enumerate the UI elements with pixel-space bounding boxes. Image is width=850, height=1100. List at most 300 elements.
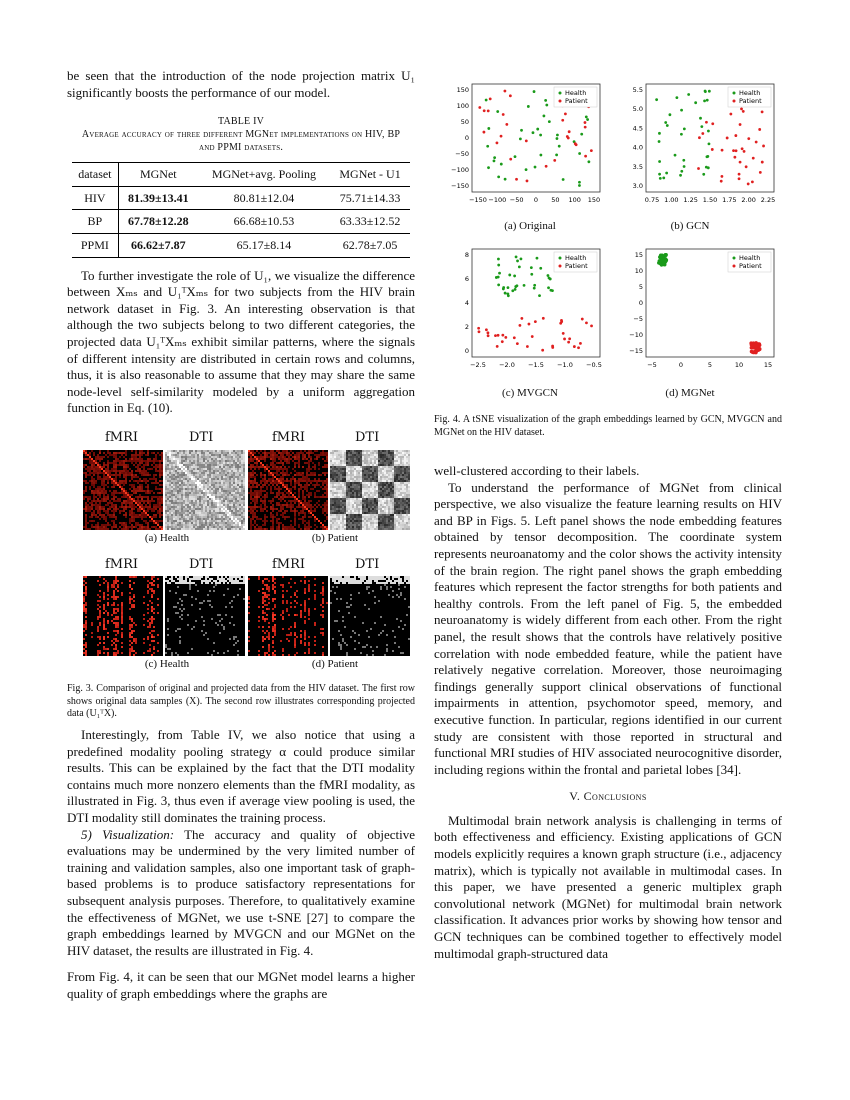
patient-point <box>579 342 582 345</box>
paragraph-clinical: To understand the performance of MGNet from clinical perspective, we also visualize the feature learning results on HIV and BP in Figs. 5. Left panel shows the node embedding features obtained by tensor decomposition. The coordinate system represents neuroanatomy and the color shows the activity intensity of the brain region. The right panel shows the graph embedding features which represent the factor strengths for both patients and healthy controls. From the left panel of Fig. 5, the embedded neuroanatomy is widely different from each other. From the right panel, the result shows that the controls have relatively positive correlation with node embedded feature, while the patient have relatively negative correlation. Moreover, those neuroimaging findings generally support clinical observations of functional impairments in attention, psychomotor speed, memory, and executive function. In particular, regions identified in our current study are consistent with those reported in structural and functional MRI studies of HIV associated neurocognitive disorder, including regions within the frontal and parietal lobes [34]. <box>434 479 782 777</box>
patient-point <box>504 336 507 339</box>
paragraph-fig4: From Fig. 4, it can be seen that our MGNet model learns a higher quality of graph embeddings where the graphs are <box>67 969 415 1001</box>
health-point <box>703 99 706 102</box>
x-tick-label: −1.0 <box>557 361 573 369</box>
health-point <box>578 184 581 187</box>
patient-point <box>483 109 486 112</box>
health-point <box>507 286 510 289</box>
y-tick-label: 6 <box>464 275 469 283</box>
patient-point <box>487 334 490 337</box>
patient-point <box>743 150 746 153</box>
patient-point <box>542 317 545 320</box>
health-point <box>708 143 711 146</box>
health-point <box>539 267 542 270</box>
health-point <box>487 127 490 130</box>
x-tick-label: 2.00 <box>741 196 756 204</box>
patient-point <box>751 180 754 183</box>
health-point <box>683 165 686 168</box>
health-point <box>578 181 581 184</box>
patient-point <box>735 149 738 152</box>
patient-point <box>567 341 570 344</box>
health-point <box>544 99 547 102</box>
patient-point <box>701 132 704 135</box>
table-number: TABLE IV <box>217 116 265 128</box>
health-point <box>660 254 664 258</box>
health-point <box>664 259 668 263</box>
heatmap-patient-fmri <box>248 450 328 530</box>
patient-point <box>729 113 732 116</box>
patient-point <box>761 161 764 164</box>
heatmap-label: DTI <box>189 557 214 572</box>
health-point <box>665 172 668 175</box>
y-tick-label: 0 <box>464 134 469 142</box>
legend-marker <box>559 92 562 95</box>
subcaption-mgnet: (d) MGNet <box>665 387 715 399</box>
table-cell: 67.78±12.28 <box>118 210 198 234</box>
paragraph-pooling: Interestingly, from Table IV, we also notice that using a predefined modality pooling strategy α could produce similar results. This can be explained by the fact that the DTI modality contains much more nonzero elements than the fMRI modality, as illustrated in Fig. 3, thus even if average view pooling is used, the DTI modality still dominates the training process. <box>67 727 415 825</box>
patient-point <box>534 320 537 323</box>
patient-point <box>573 345 576 348</box>
patient-point <box>577 346 580 349</box>
health-point <box>587 160 590 163</box>
health-point <box>523 284 526 287</box>
patient-point <box>501 340 504 343</box>
health-point <box>502 288 505 291</box>
patient-point <box>758 128 761 131</box>
patient-point <box>483 131 486 134</box>
health-point <box>486 145 489 148</box>
legend-label: Patient <box>739 97 762 105</box>
heatmap-label: fMRI <box>272 557 306 572</box>
legend-label: Health <box>565 254 587 262</box>
table-cell: 66.68±10.53 <box>198 210 330 234</box>
patient-point <box>526 345 529 348</box>
heatmap-label: DTI <box>355 430 380 445</box>
patient-point <box>545 165 548 168</box>
patient-point <box>541 349 544 352</box>
patient-point <box>762 145 765 148</box>
patient-point <box>574 142 577 145</box>
health-point <box>493 156 496 159</box>
heatmap-label: fMRI <box>105 430 139 445</box>
health-point <box>538 294 541 297</box>
health-point <box>668 113 671 116</box>
x-tick-label: 0 <box>678 361 684 369</box>
patient-point <box>553 159 556 162</box>
patient-point <box>562 332 565 335</box>
y-tick-label: 4 <box>464 299 469 307</box>
paragraph-visualization: 5) Visualization: The accuracy and quality of objective evaluations may be undermined by the very limited number of training and validation samples, also one important task of graph-based problems is to produce satisfactory representations for subsequent analysis purposes. Therefore, to qualitatively examine the effectiveness of MGNet, we use t-SNE [27] to compare the graph embeddings learned by MVGCN and our MGNet on the HIV dataset, the results are illustrated in Fig. 4. <box>67 826 416 958</box>
y-tick-label: 5.5 <box>632 86 643 94</box>
health-point <box>514 155 517 158</box>
table-cell: 63.33±12.52 <box>330 210 410 234</box>
y-tick-label: −100 <box>451 166 469 174</box>
health-point <box>585 116 588 119</box>
x-tick-label: 2.25 <box>760 196 776 204</box>
section-heading-conclusions: V. Conclusions <box>569 789 647 804</box>
figure-3 <box>67 430 415 720</box>
health-point <box>545 104 548 107</box>
x-tick-label: −5 <box>647 361 657 369</box>
patient-point <box>754 343 758 347</box>
patient-point <box>585 321 588 324</box>
patient-point <box>531 335 534 338</box>
patient-point <box>741 147 744 150</box>
health-point <box>547 274 550 277</box>
health-point <box>586 118 589 121</box>
x-tick-label: −2.5 <box>470 361 486 369</box>
y-tick-label: 0 <box>464 347 469 355</box>
health-point <box>530 266 533 269</box>
x-tick-label: −0.5 <box>586 361 602 369</box>
table-cell: 75.71±14.33 <box>330 186 410 210</box>
paragraph-u1: To further investigate the role of U₁, we visualize the difference between Xₘₛ and U₁ᵀXₘₛ for two subjects from the HIV brain network dataset in Fig. 3. An interesting observation is that although the two subjects belong to two different categories, the projected data U₁ᵀXₘₛ exhibit similar patterns, where the signals of different intensity are distributed in certain rows and columns, thus, it is also reasonable to assume that they may share the same node-level self-similarity modeled by a uniform aggregation function in Eq. (10). <box>67 267 415 416</box>
health-point <box>520 257 523 260</box>
x-tick-label: 15 <box>763 361 773 369</box>
patient-point <box>705 121 708 124</box>
health-point <box>682 159 685 162</box>
subcaption-c: (c) Health <box>144 658 190 670</box>
y-tick-label: −50 <box>455 150 469 158</box>
table-cell: 62.78±7.05 <box>330 233 410 257</box>
health-point <box>495 276 498 279</box>
paragraph-clustered: well-clustered according to their labels. <box>434 463 640 478</box>
patient-point <box>584 121 587 124</box>
health-point <box>666 124 669 127</box>
health-point <box>533 90 536 93</box>
patient-point <box>485 328 488 331</box>
heatmap-label: DTI <box>189 430 214 445</box>
health-point <box>655 98 658 101</box>
legend-label: Patient <box>739 262 762 270</box>
table-cell: 65.17±8.14 <box>198 233 330 257</box>
y-tick-label: 100 <box>456 102 469 110</box>
y-tick-label: 50 <box>460 118 469 126</box>
patient-point <box>756 348 760 352</box>
health-point <box>539 154 542 157</box>
subcaption-d: (d) Patient <box>311 658 359 670</box>
patient-point <box>509 158 512 161</box>
x-tick-label: 150 <box>587 196 601 204</box>
subcaption-b: (b) Patient <box>311 532 359 544</box>
health-point <box>547 286 550 289</box>
patient-point <box>502 113 505 116</box>
health-point <box>511 289 514 292</box>
subcaption-original: (a) Original <box>504 220 556 232</box>
heatmap-proj-patient-dti <box>330 576 410 656</box>
patient-point <box>738 177 741 180</box>
y-tick-label: 5.0 <box>632 105 643 114</box>
patient-point <box>758 343 762 347</box>
health-point <box>516 260 519 263</box>
table-cell: HIV <box>72 186 118 210</box>
x-tick-label: −1.5 <box>528 361 544 369</box>
patient-point <box>590 324 593 327</box>
subcaption-a: (a) Health <box>144 532 190 544</box>
health-point <box>514 285 517 288</box>
health-point <box>556 137 559 140</box>
tsne-mgnet-plot <box>612 245 782 385</box>
patient-point <box>745 165 748 168</box>
table-cell: 80.81±12.04 <box>198 186 330 210</box>
health-point <box>674 154 677 157</box>
intro-paragraph: be seen that the introduction of the node projection matrix U₁ significantly boosts the performance of our model. <box>67 68 415 100</box>
tsne-gcn-plot <box>612 80 782 220</box>
table-row <box>72 186 410 210</box>
health-point <box>555 153 558 156</box>
y-tick-label: 3.5 <box>632 162 643 171</box>
legend-marker <box>559 257 562 260</box>
y-tick-label: 4.0 <box>632 143 643 152</box>
health-point <box>580 133 583 136</box>
patient-point <box>584 126 587 129</box>
heatmap-proj-health-fmri <box>83 576 163 656</box>
left-column <box>67 68 415 417</box>
health-point <box>533 287 536 290</box>
y-tick-label: −15 <box>629 347 643 355</box>
patient-point <box>740 108 743 111</box>
health-point <box>708 90 711 93</box>
health-point <box>558 145 561 148</box>
legend-marker <box>733 92 736 95</box>
health-point <box>534 166 537 169</box>
patient-point <box>568 337 571 340</box>
x-tick-label: 50 <box>551 196 560 204</box>
x-tick-label: 1.75 <box>722 196 737 204</box>
heatmap-proj-health-dti <box>165 576 245 656</box>
x-tick-label: 5 <box>707 361 713 369</box>
health-point <box>550 289 553 292</box>
health-point <box>658 260 662 264</box>
heatmap-label: fMRI <box>105 557 139 572</box>
patient-point <box>501 334 504 337</box>
patient-point <box>726 137 729 140</box>
health-point <box>658 132 661 135</box>
health-point <box>662 262 666 266</box>
patient-point <box>519 324 522 327</box>
y-tick-label: −10 <box>629 331 643 339</box>
visualization-heading: 5) Visualization: <box>81 826 175 842</box>
patient-point <box>561 119 564 122</box>
patient-point <box>581 318 584 321</box>
patient-point <box>755 141 758 144</box>
health-point <box>578 152 581 155</box>
left-column-bottom <box>67 727 415 1003</box>
patient-point <box>526 180 529 183</box>
patient-point <box>697 167 700 170</box>
legend-marker <box>733 100 736 103</box>
legend-marker <box>733 265 736 268</box>
patient-point <box>750 350 754 354</box>
health-point <box>497 264 500 267</box>
health-point <box>532 131 535 134</box>
health-point <box>562 178 565 181</box>
patient-point <box>698 136 701 139</box>
health-point <box>694 101 697 104</box>
patient-point <box>513 336 516 339</box>
health-point <box>496 110 499 113</box>
health-point <box>664 121 667 124</box>
health-point <box>556 134 559 137</box>
legend-marker <box>559 100 562 103</box>
patient-point <box>496 141 499 144</box>
heatmap-patient-dti <box>330 450 410 530</box>
x-tick-label: 100 <box>568 196 581 204</box>
patient-point <box>752 157 755 160</box>
tsne-mvgcn-plot <box>438 245 608 385</box>
patient-point <box>551 345 554 348</box>
patient-point <box>721 149 724 152</box>
health-point <box>536 128 539 131</box>
patient-point <box>564 112 567 115</box>
y-tick-label: 5 <box>638 283 643 291</box>
patient-point <box>489 97 492 100</box>
patient-point <box>739 123 742 126</box>
table-cell: 81.39±13.41 <box>118 186 198 210</box>
patient-point <box>494 334 497 337</box>
health-point <box>662 176 665 179</box>
health-point <box>548 277 551 280</box>
health-point <box>675 96 678 99</box>
x-tick-label: 1.50 <box>702 196 718 204</box>
health-point <box>700 125 703 128</box>
patient-point <box>487 109 490 112</box>
legend-label: Health <box>739 89 761 97</box>
health-point <box>704 90 707 93</box>
health-point <box>485 99 488 102</box>
health-point <box>664 253 668 257</box>
patient-point <box>528 323 531 326</box>
right-column-text <box>434 463 782 962</box>
y-tick-label: 15 <box>634 251 643 259</box>
health-point <box>659 177 662 180</box>
y-tick-label: 4.5 <box>632 124 643 133</box>
health-point <box>498 272 501 275</box>
x-tick-label: −50 <box>509 196 524 204</box>
table-row <box>72 233 410 257</box>
health-point <box>519 137 522 140</box>
health-point <box>679 174 682 177</box>
patient-point <box>733 156 736 159</box>
heatmap-health-fmri <box>83 450 163 530</box>
heatmap-proj-patient-fmri <box>248 576 328 656</box>
health-point <box>518 266 521 269</box>
health-point <box>683 127 686 130</box>
health-point <box>527 105 530 108</box>
patient-point <box>509 94 512 97</box>
health-point <box>530 273 533 276</box>
table-cell: BP <box>72 210 118 234</box>
table-cell: PPMI <box>72 233 118 257</box>
patient-point <box>478 330 481 333</box>
x-tick-label: 1.00 <box>664 196 679 204</box>
health-point <box>504 178 507 181</box>
figure-4-caption: Fig. 4. A tSNE visualization of the graph embeddings learned by GCN, MVGCN and MGNet on the HIV dataset. <box>434 414 782 438</box>
health-point <box>504 292 507 295</box>
patient-point <box>734 134 737 137</box>
health-point <box>699 117 702 120</box>
heatmap-label: DTI <box>355 557 380 572</box>
patient-point <box>500 135 503 138</box>
health-point <box>500 163 503 166</box>
health-point <box>680 109 683 112</box>
patient-point <box>568 130 571 133</box>
patient-point <box>515 178 518 181</box>
heatmap-health-dti <box>165 450 245 530</box>
x-tick-label: 10 <box>734 361 744 369</box>
health-point <box>658 140 661 143</box>
patient-point <box>742 110 745 113</box>
subcaption-gcn: (b) GCN <box>670 220 710 232</box>
health-point <box>536 257 539 260</box>
patient-point <box>590 149 593 152</box>
health-point <box>497 284 500 287</box>
health-point <box>702 173 705 176</box>
patient-point <box>711 148 714 151</box>
health-point <box>707 130 710 133</box>
x-tick-label: 0.75 <box>644 196 660 204</box>
patient-point <box>750 343 754 347</box>
y-tick-label: 10 <box>634 267 643 275</box>
y-tick-label: 3.0 <box>632 182 643 190</box>
health-point <box>513 275 516 278</box>
patient-point <box>560 319 563 322</box>
patient-point <box>739 161 742 164</box>
patient-point <box>477 327 480 330</box>
patient-point <box>720 180 723 183</box>
health-point <box>497 258 500 261</box>
patient-point <box>504 90 507 93</box>
health-point <box>508 274 511 277</box>
patient-point <box>761 110 764 113</box>
patient-point <box>738 173 741 176</box>
y-tick-label: 0 <box>638 299 643 307</box>
table-title: Average accuracy of three different MGNet implementations on HIV, BP and PPMI datasets. <box>81 129 401 154</box>
x-tick-label: −100 <box>488 196 507 204</box>
health-point <box>487 166 490 169</box>
table-header: MGNet+avg. Pooling <box>198 163 330 187</box>
legend-label: Health <box>565 89 587 97</box>
heatmap-label: fMRI <box>272 430 306 445</box>
y-tick-label: −150 <box>451 182 469 190</box>
health-point <box>539 134 542 137</box>
table-header: dataset <box>72 163 118 187</box>
health-point <box>658 160 661 163</box>
health-point <box>533 284 536 287</box>
paragraph-conclusions: Multimodal brain network analysis is challenging in terms of both effectiveness and efficiency. Existing applications of GCN models explicitly requires a known graph structure (i.e., adjacency matrix), which is typically not available in multimodal cases. In this paper, we have presented a generic multiplex graph convolutional network (MGNet) for multimodal brain network classification. It advances prior works by showing how tensor and GCN techniques can be combined together to effectively model multimodal graph-structured data <box>434 812 782 961</box>
y-tick-label: −5 <box>633 315 643 323</box>
patient-point <box>721 175 724 178</box>
patient-point <box>732 149 735 152</box>
health-point <box>548 120 551 123</box>
x-tick-label: 1.25 <box>683 196 698 204</box>
health-point <box>543 115 546 118</box>
health-point <box>658 173 661 176</box>
patient-point <box>747 183 750 186</box>
patient-point <box>478 106 481 109</box>
health-point <box>515 255 518 258</box>
table-header: MGNet - U1 <box>330 163 410 187</box>
health-point <box>707 166 710 169</box>
tsne-original-plot <box>438 80 608 220</box>
figure-3-caption: Fig. 3. Comparison of original and projected data from the HIV dataset. The first row shows original data samples (X). The second row illustrates corresponding projected data (U₁ᵀX). <box>67 683 415 719</box>
health-point <box>497 176 500 179</box>
patient-point <box>525 139 528 142</box>
x-tick-label: 0 <box>533 196 539 204</box>
patient-point <box>516 342 519 345</box>
health-point <box>520 129 523 132</box>
patient-point <box>566 135 569 138</box>
